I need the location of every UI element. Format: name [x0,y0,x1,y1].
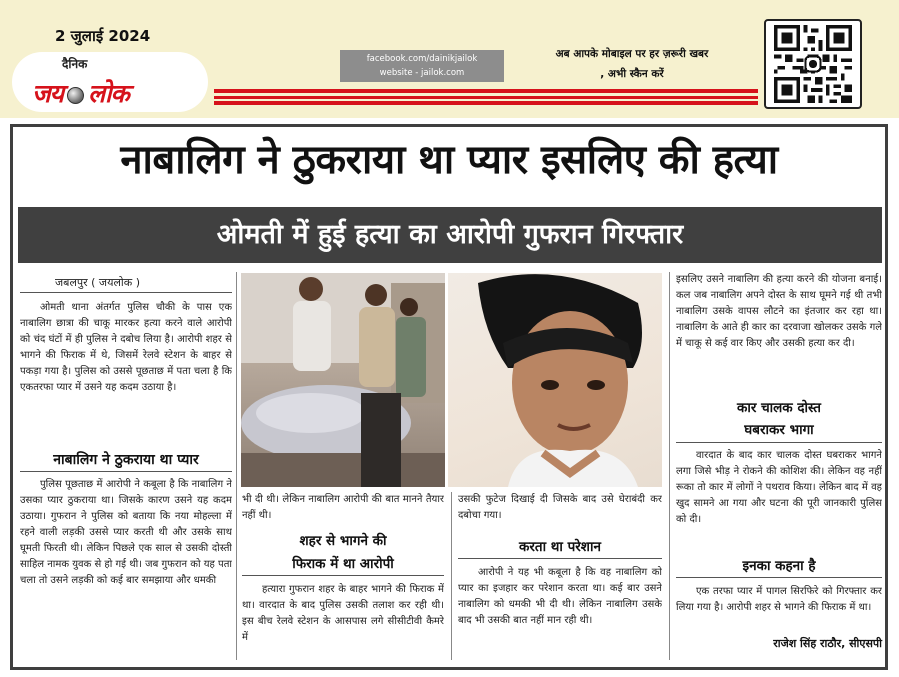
logo-dainik: दैनिक [62,57,88,71]
signature: राजेश सिंह राठौर, सीएसपी [773,637,882,650]
col3-para1 [458,492,662,526]
col1-text1: ओमती थाना अंतर्गत पुलिस चौकी के पास एक नाबालिग छात्रा की चाकू मारकर हत्या करने वाले आरोपी को चंद घंटों में ही पुलिस ने दबोच लिया है। आरोपी शहर से भागने की फिराक में थे, जिसमें रेलवे स्टेशन के बाहर से पकड़ा गया है। पुलिस को उससे पूछताछ में पता चला है कि एकतरफा प्यार में उसने यह कदम उठाया है। [20,302,232,393]
subheadline: ओमती में हुई हत्या का आरोपी गुफरान गिरफ्तार [216,219,684,250]
facebook-link[interactable]: facebook.com/dainikjailok [366,54,478,64]
logo-jai: जय [32,79,64,108]
mobile-promo [512,44,752,84]
col3-heading-rule [458,558,662,559]
issue-date: 2 जुलाई 2024 [55,27,151,45]
col4-heading2-rule [676,577,882,578]
col2-text1: भी दी थी। लेकिन नाबालिग आरोपी की बात मानने तैयार नहीं थी। [242,494,444,521]
col4-heading2: इनका कहना है [742,558,816,574]
col3-para2 [458,565,662,659]
col4-text2: वारदात के बाद कार चालक दोस्त घबराकर भागने लगा जिसे भीड़ ने रोकने की कोशिश की। लेकिन वह नहीं रूका तो कार में लोगों ने पथराव किया। लेकिन बाद में वह खुद सामने आ गया और घटना की पूरी जानकारी पुलिस को दी। [676,450,882,525]
column-divider-3 [669,272,670,660]
social-links-box [340,50,504,82]
qr-code-icon[interactable] [764,19,862,109]
logo [32,76,129,110]
col1-text2: पुलिस पूछताछ में आरोपी ने कबूला है कि नाबालिग ने उसका प्यार ठुकराया था। जिसके कारण उसने यह कदम उठाया। गुफरान ने पुलिस को बताया कि नया मोहल्ला में रहने वाली लड़की उससे प्यार करती थी और उसके साथ घूमती फिरती थी। लेकिन पिछले एक साल से उसकी दोस्ती साहिल नामक युवक से हो गई थी। जब गुफरान को यह पता चला तो उसने लड़की को कई बार समझाया और धमकी [20,479,232,586]
col2-para1 [242,492,444,526]
col1-heading-rule [20,471,232,472]
col4-text1: इसलिए उसने नाबालिग की हत्या करने की योजना बनाई। कल जब नाबालिग अपने दोस्त के साथ घूमने गई थी तभी नाबालिग उसके वापस लौटने का इंतजार कर रहा था। नाबालिग के आते ही कार का दरवाजा खोलकर उसके गले में चाकू से कई वार किए और उसकी हत्या कर दी। [676,274,882,349]
red-divider-lines [214,89,758,105]
col2-para2 [242,582,444,660]
col2-text2: हत्यारा गुफरान शहर के बाहर भागने की फिराक में था। वारदात के बाद पुलिस उसकी तलाश कर रही थी। इस बीच रेलवे स्टेशन के आसपास लगे सीसीटीवी कैमरे में [242,584,444,643]
col3-heading: करता था परेशान [519,539,601,555]
col1-heading: नाबालिग ने ठुकराया था प्यार [53,452,199,468]
col4-heading-line2: घबराकर भागा [744,422,814,438]
logo-lok: लोक [88,79,129,108]
crime-scene-photo [241,273,445,487]
globe-icon [67,87,84,104]
accused-portrait-photo [448,273,662,487]
mobile-promo-line2: , अभी स्कैन करें [600,68,664,80]
website-link[interactable]: website - jailok.com [379,68,465,78]
col4-para1 [676,272,882,402]
dateline-rule [20,292,232,293]
col2-heading-rule [242,575,444,576]
mobile-promo-line1: अब आपके मोबाइल पर हर ज़रूरी खबर [555,48,709,60]
col4-text3: एक तरफा प्यार में पागल सिरफिरे को गिरफ्तार कर लिया गया है। आरोपी शहर से भागने की फिराक में था। [676,586,882,613]
column-divider-1 [236,272,237,660]
col1-para2 [20,477,232,659]
dateline: जबलपुर ( जयलोक ) [55,276,141,289]
col4-para3 [676,584,882,632]
col3-text1: उसकी फुटेज दिखाई दी जिसके बाद उसे घेराबंदी कर दबोचा गया। [458,494,662,521]
col4-heading-rule [676,442,882,443]
column-divider-2 [451,492,452,660]
col3-text2: आरोपी ने यह भी कबूला है कि वह नाबालिग को प्यार का इजहार कर परेशान करता था। कई बार उसने नाबालिग को धमकी भी दी थी। लेकिन नाबालिग उसके बाद भी उसकी बात नहीं मान रही थी। [458,567,662,626]
col2-heading-line2: फिराक में था आरोपी [292,556,394,572]
col4-heading-line1: कार चालक दोस्त [737,400,821,416]
col4-para2 [676,448,882,546]
col1-para1 [20,300,232,448]
col2-heading-line1: शहर से भागने की [299,533,387,549]
headline: नाबालिग ने ठुकराया था प्यार इसलिए की हत्या [120,137,778,183]
